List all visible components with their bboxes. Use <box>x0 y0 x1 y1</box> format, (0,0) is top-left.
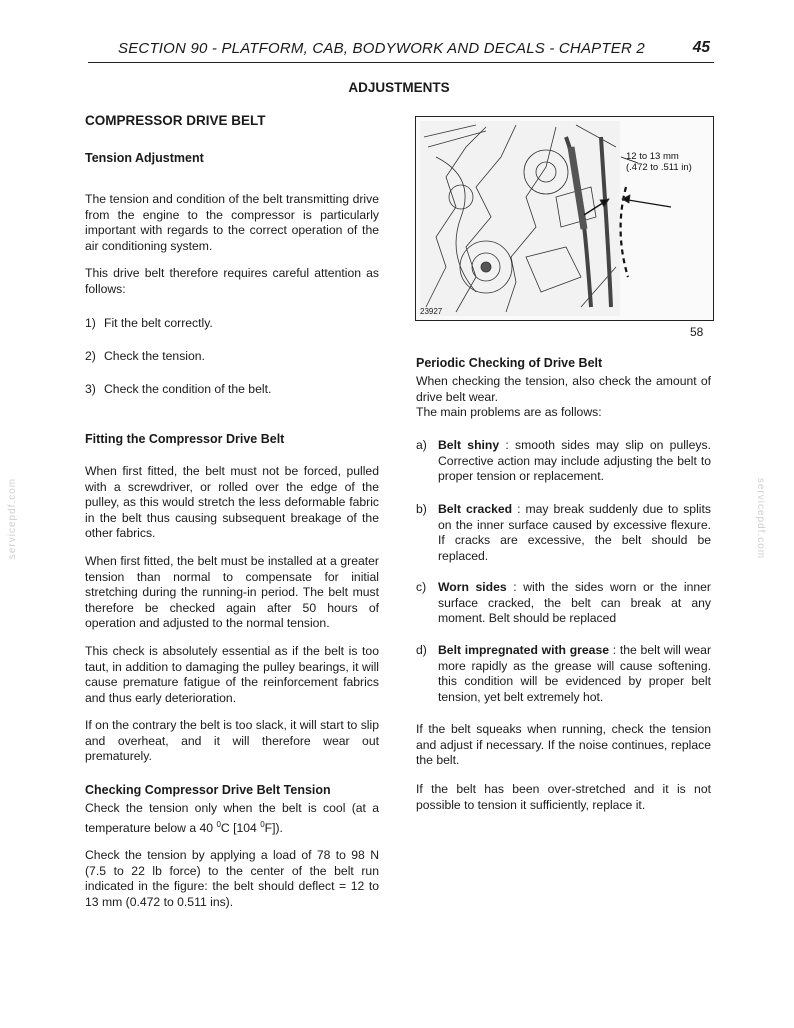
problem-text: : the belt will wear more rapidly as the grease will cause softening. this condition will be evidenced by proper belt tension, yet belt extremely hot. <box>438 643 711 704</box>
tension-paragraph-2: This drive belt therefore requires careful attention as follows: <box>85 266 379 296</box>
squeak-paragraph: If the belt squeaks when running, check the tension and adjust if necessary. If the noise continues, replace the belt. <box>416 722 711 768</box>
step-marker: 3) <box>85 382 96 396</box>
problem-marker: b) <box>416 502 427 516</box>
problem-term: Belt cracked <box>438 502 513 516</box>
problem-item <box>416 643 711 707</box>
problem-body <box>438 438 711 485</box>
problem-text: : may break suddenly due to splits on the inner surface caused by excessive flexure. If cracks are excessive, the belt should be replaced. <box>438 502 711 563</box>
step-text: Check the condition of the belt. <box>104 382 272 396</box>
step-marker: 1) <box>85 316 96 330</box>
page-header <box>88 38 714 63</box>
deflection-imperial: (.472 to .511 in) <box>626 162 692 173</box>
figure-reference: 23927 <box>420 307 443 316</box>
tension-paragraph-1: The tension and condition of the belt transmitting drive from the engine to the compressor is particularly important with regards to the correct operation of the air conditioning system. <box>85 192 379 253</box>
problem-body <box>438 502 711 564</box>
step-marker: 2) <box>85 349 96 363</box>
problem-marker: c) <box>416 580 427 594</box>
periodic-intro-1: When checking the tension, also check the amount of drive belt wear. <box>416 374 711 404</box>
checking-heading: Checking Compressor Drive Belt Tension <box>85 783 331 797</box>
figure-number: 58 <box>690 325 704 339</box>
problem-term: Belt shiny <box>438 438 500 452</box>
degree-sup: 0 <box>260 819 265 829</box>
fitting-paragraph-1: When first fitted, the belt must not be forced, pulled with a screwdriver, or rolled over the edge of the pulley, as this would stretch the less deformable fabric in the belt thus causing subsequent breakage of the other fabrics. <box>85 464 379 541</box>
article-title: COMPRESSOR DRIVE BELT <box>85 113 266 128</box>
periodic-heading: Periodic Checking of Drive Belt <box>416 356 603 370</box>
checking-text-a: Check the tension only when the belt is cool (at a temperature below a 40 <box>85 801 379 835</box>
problem-body <box>438 643 711 705</box>
fitting-paragraph-3: This check is absolutely essential as if the belt is too taut, in addition to damaging the pulley bearings, it will cause premature fatigue of the reinforcement fabrics and thus early deterioration. <box>85 644 379 705</box>
step-text: Check the tension. <box>104 349 205 363</box>
engine-illustration <box>416 117 713 320</box>
step-1 <box>85 316 379 332</box>
watermark-left: servicepdf.com <box>7 477 19 560</box>
problem-text: : with the sides worn or the inner surface cracked, the belt can break at any moment. Belt should be replaced <box>438 580 711 626</box>
checking-text-b: C [104 <box>220 820 261 835</box>
tension-adjustment-heading: Tension Adjustment <box>85 151 204 165</box>
deflection-note <box>626 151 692 173</box>
problem-item <box>416 580 711 628</box>
problem-term: Worn sides <box>438 580 507 594</box>
checking-paragraph-1 <box>85 801 379 836</box>
problem-text: : smooth sides may slip on pulleys. Corrective action may include adjusting the belt to proper tension or replacement. <box>438 438 711 484</box>
header-title: SECTION 90 - PLATFORM, CAB, BODYWORK AND DECALS - CHAPTER 2 <box>118 40 645 57</box>
problem-body <box>438 580 711 627</box>
checking-paragraph-2: Check the tension by applying a load of 78 to 98 N (7.5 to 22 lb force) to the center of the belt run indicated in the figure: the belt should deflect = 12 to 13 mm (0.472 to 0.511 ins). <box>85 848 379 909</box>
step-text: Fit the belt correctly. <box>104 316 213 330</box>
fitting-paragraph-4: If on the contrary the belt is too slack, it will start to slip and overheat, and it will therefore wear out prematurely. <box>85 718 379 764</box>
deflection-metric: 12 to 13 mm <box>626 151 679 162</box>
problem-item <box>416 438 711 486</box>
watermark-right: servicepdf.com <box>755 477 767 560</box>
page-number: 45 <box>692 39 710 56</box>
overstretched-paragraph: If the belt has been over-stretched and it is not possible to tension it sufficiently, replace it. <box>416 782 711 812</box>
checking-text-c: F]). <box>264 820 283 835</box>
problem-item <box>416 502 711 566</box>
periodic-intro-2: The main problems are as follows: <box>416 405 602 419</box>
step-2 <box>85 349 379 365</box>
problem-term: Belt impregnated with grease <box>438 643 610 657</box>
belt-tension-figure <box>415 116 714 321</box>
degree-sup: 0 <box>216 819 221 829</box>
problem-marker: a) <box>416 438 427 452</box>
section-heading <box>0 79 794 97</box>
problem-marker: d) <box>416 643 427 657</box>
section-heading-text: ADJUSTMENTS <box>348 80 450 95</box>
step-3 <box>85 382 379 398</box>
fitting-heading: Fitting the Compressor Drive Belt <box>85 432 285 446</box>
fitting-paragraph-2: When first fitted, the belt must be installed at a greater tension than normal to compensate for initial stretching during the running-in period. The belt must therefore be checked again after 50 hours of operation and adjusted to the normal tension. <box>85 554 379 631</box>
